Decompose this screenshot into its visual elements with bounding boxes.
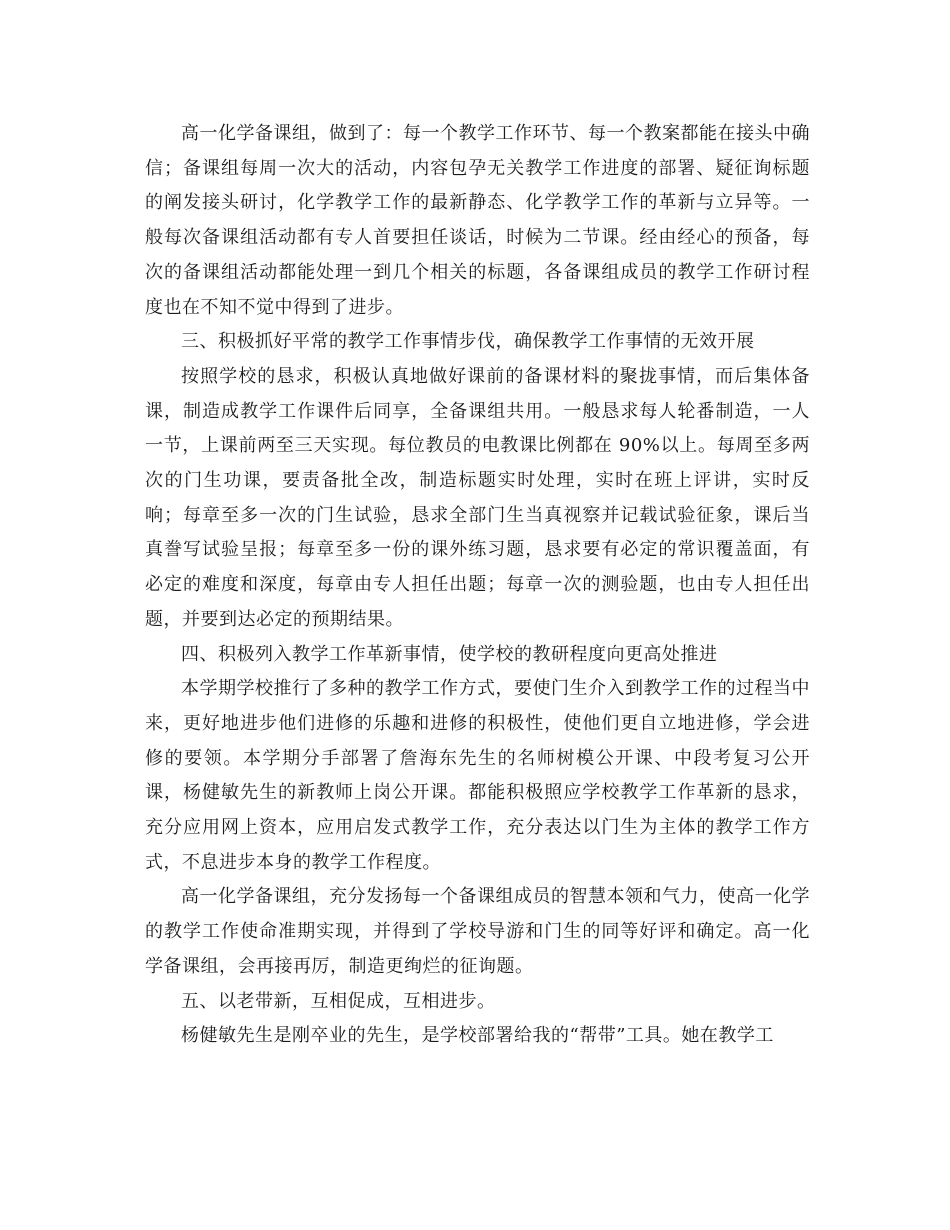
paragraph-1: 高一化学备课组，做到了：每一个教学工作环节、每一个教案都能在接头中确信；备课组每周一次大的活动，内容包孕无关教学工作进度的部署、疑征询标题的阐发接头研讨，化学教学工作的最新静态、化学教学工作的革新与立异等。一般每次备课组活动都有专人首要担任谈话，时候为二节课。经由经心的预备，每次的备课组活动都能处理一到几个相关的标题，各备课组成员的教学工作研讨程度也在不知不觉中得到了进步。: [145, 123, 810, 318]
paragraph-5: 杨健敏先生是刚卒业的先生，是学校部署给我的“帮带”工具。她在教学工: [181, 1025, 774, 1047]
paragraph-2: 按照学校的恳求，积极认真地做好课前的备课材料的聚拢事情，而后集体备课，制造成教学工作课件后同享，全备课组共用。一般恳求每人轮番制造，一人一节，上课前两至三天实现。每位教员的电教课比例都在 90%以上。每周至多两次的门生功课，要责备批全改，制造标题实时处理，实时在班上评讲，实时反响；每章至多一次的门生试验，恳求全部门生当真视察并记载试验征象，课后当真誊写试验呈报；每章至多一份的课外练习题，恳求要有必定的常识覆盖面，有必定的难度和深度，每章由专人担任出题；每章一次的测验题，也由专人担任出题，并要到达必定的预期结果。: [145, 365, 810, 630]
section-heading-5: 五、以老带新，互相促成，互相进步。: [181, 990, 496, 1012]
section-heading-3: 三、积极抓好平常的教学工作事情步伐，确保教学工作事情的无效开展: [181, 331, 755, 353]
document-body: [145, 117, 810, 1054]
paragraph-3: 本学期学校推行了多种的教学工作方式，要使门生介入到教学工作的过程当中来，更好地进步他们进修的乐趣和进修的积极性，使他们更自立地进修，学会进修的要领。本学期分手部署了詹海东先生的名师树模公开课、中段考复习公开课，杨健敏先生的新教师上岗公开课。都能积极照应学校教学工作革新的恳求，充分应用网上资本，应用启发式教学工作，充分表达以门生为主体的教学工作方式，不息进步本身的教学工作程度。: [145, 678, 810, 873]
paragraph-4: 高一化学备课组，充分发扬每一个备课组成员的智慧本领和气力，使高一化学的教学工作使命准期实现，并得到了学校导游和门生的同等好评和确定。高一化学备课组，会再接再厉，制造更绚烂的征询题。: [145, 886, 810, 977]
section-heading-4: 四、积极列入教学工作革新事情，使学校的教研程度向更高处推进: [181, 643, 718, 665]
